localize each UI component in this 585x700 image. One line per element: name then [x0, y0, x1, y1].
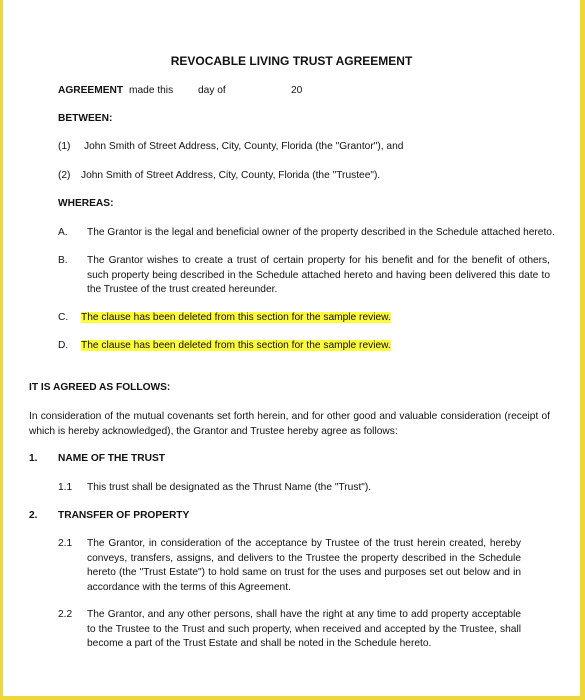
intro-paragraph: In consideration of the mutual covenants set forth herein, and for other good and valuable consideration (receipt of which is hereby acknowledged), the Grantor and Trustee hereby agree as follows:	[29, 411, 550, 437]
year-text: 20	[291, 85, 303, 96]
party-text: John Smith of Street Address, City, County, Florida (the "Grantor"), and	[84, 141, 404, 152]
between-heading: BETWEEN:	[58, 113, 113, 124]
recital-deleted-clause	[81, 339, 391, 354]
clause-text: The Grantor, in consideration of the acceptance by Trustee of the trust herein created, hereby conveys, transfers, assigns, and delivers to the Trustee the property described in the Schedule hereto (the "Trust Estate") to hold same on trust for the uses and purposes set out below and in accordance with the terms of this Agreement.	[87, 538, 521, 593]
section-number: 1.	[29, 453, 38, 464]
highlighted-text: The clause has been deleted from this section for the sample review.	[81, 312, 391, 323]
section-number: 2.	[29, 510, 38, 521]
highlighted-text: The clause has been deleted from this section for the sample review.	[81, 340, 391, 351]
recital-text: The Grantor wishes to create a trust of certain property for his benefit and for the benefit of others, such property being described in the Schedule attached hereto and having been delivered this date to the Trustee of the trust created hereunder.	[87, 255, 550, 295]
party-text: John Smith of Street Address, City, County, Florida (the "Trustee").	[81, 170, 381, 181]
party-number: (1)	[58, 141, 71, 152]
clause-number: 2.2	[58, 609, 73, 620]
clause-text: The Grantor, and any other persons, shall have the right at any time to add property acceptable to the Trustee to the Trust and such property, when received and accepted by the Trustee, shall become a part of the Trust Estate and shall be noted in the Schedule hereto.	[87, 609, 521, 649]
recital-text: The Grantor is the legal and beneficial owner of the property described in the Schedule attached hereto.	[87, 227, 555, 238]
section-heading: TRANSFER OF PROPERTY	[58, 510, 190, 521]
recital-letter: A.	[58, 227, 68, 238]
clause-number: 1.1	[58, 482, 73, 493]
made-this-text: made this	[129, 85, 174, 96]
party-number: (2)	[58, 170, 71, 181]
clause-number: 2.1	[58, 538, 73, 549]
document-title: REVOCABLE LIVING TRUST AGREEMENT	[170, 54, 413, 68]
recital-letter: B.	[58, 255, 68, 266]
recital-letter: D.	[58, 340, 69, 351]
recital-deleted-clause	[81, 311, 391, 326]
recital-letter: C.	[58, 312, 69, 323]
document-page	[3, 0, 580, 696]
day-of-text: day of	[198, 85, 226, 96]
section-heading: NAME OF THE TRUST	[58, 453, 165, 464]
clause-text: This trust shall be designated as the Thrust Name (the "Trust").	[87, 482, 372, 493]
whereas-heading: WHEREAS:	[58, 198, 114, 209]
agreement-label: AGREEMENT	[58, 85, 124, 96]
agreed-heading: IT IS AGREED AS FOLLOWS:	[29, 382, 171, 393]
agreement-line	[58, 84, 123, 99]
